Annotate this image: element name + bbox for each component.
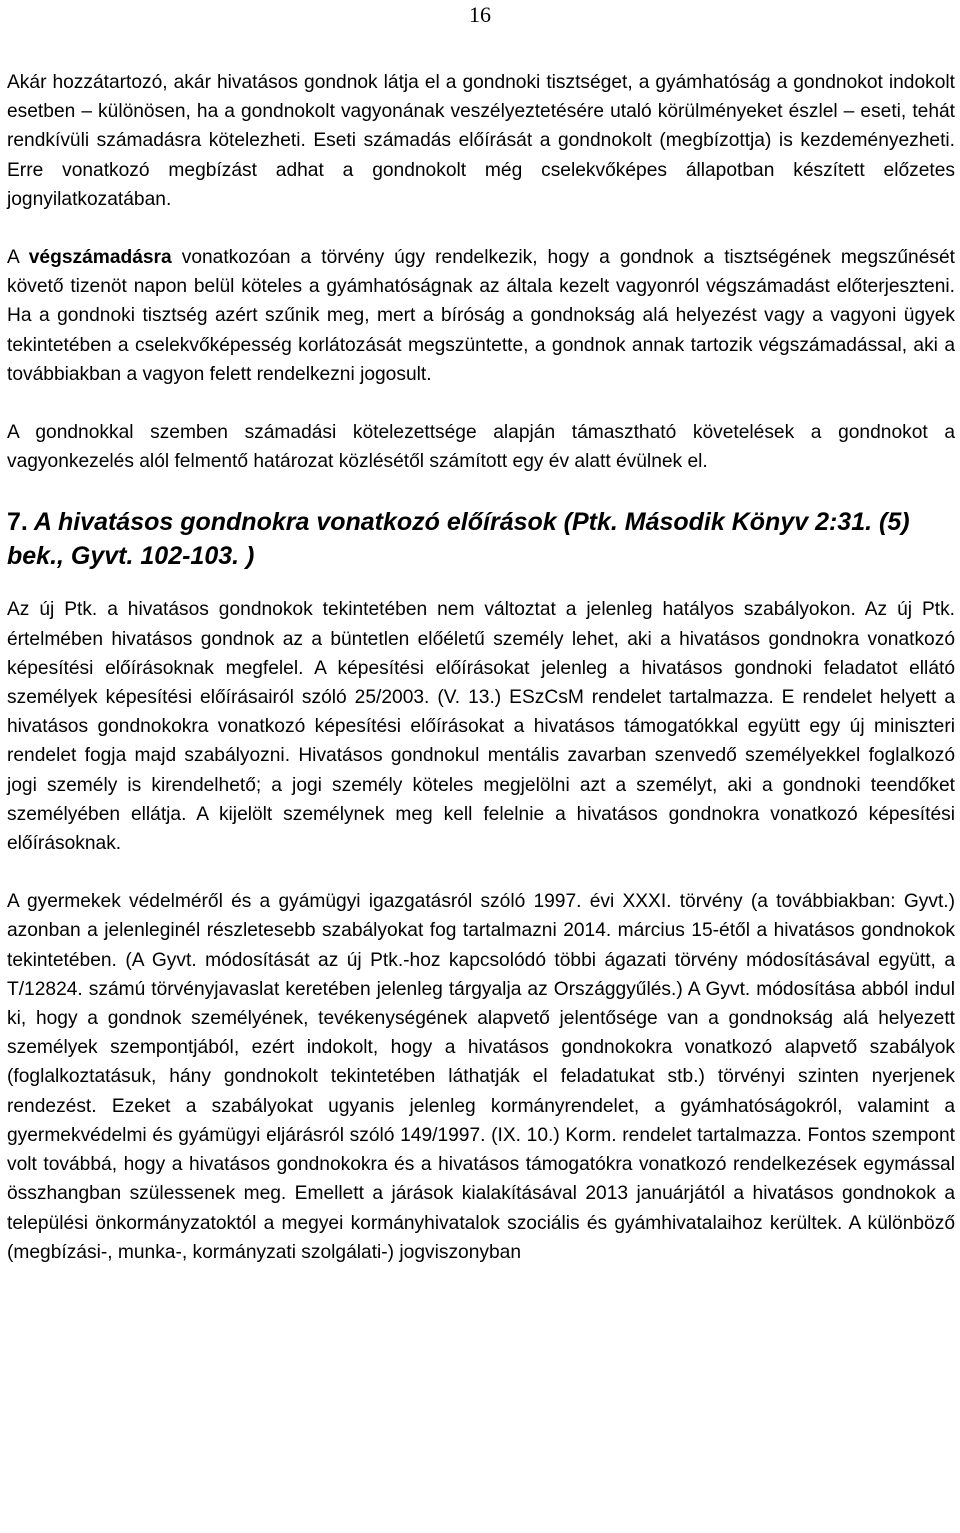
paragraph-new-civil-code: Az új Ptk. a hivatásos gondnokok tekintetében nem változtat a jelenleg hatályos szabályokon. Az új Ptk. értelmében hivatásos gondnok az a büntetlen előéletű személy lehet, aki a hivatásos gondnokra vonatkozó képesítési előírásoknak megfelel. A képesítési előírásokat jelenleg a hivatásos gondnoki feladatot ellátó személyek képesítési előírásairól szóló 25/2003. (V. 13.) ESzCsM rendelet tartalmazza. E rendelet helyett a hivatásos gondnokokra vonatkozó képesítési előírásokat a hivatásos támogatókkal együtt egy új miniszteri rendelet fogja majd szabályozni. Hivatásos gondnokul mentális zavarban szenvedő személyekkel foglalkozó jogi személy is kirendelhető; a jogi személy köteles megjelölni azt a személyt, aki a gondnoki teendőket személyében ellátja. A kijelölt személynek meg kell felelnie a hivatásos gondnokra vonatkozó képesítési előírásoknak. xyxy=(7,599,955,855)
paragraph-limitation: A gondnokkal szemben számadási kötelezettsége alapján támasztható követelések a gondnokot a vagyonkezelés alól felmentő határozat közlésétől számított egy év alatt évülnek el. xyxy=(7,422,955,473)
paragraph-final-accounting xyxy=(7,243,955,389)
section-number: 7. xyxy=(7,508,28,537)
term-vegszamadas: végszámadásra xyxy=(28,247,172,269)
section-title: A hivatásos gondnokra vonatkozó előírások (Ptk. Második Könyv 2:31. (5) bek., Gyvt. 102-103. ) xyxy=(7,508,910,571)
paragraph-final-accounting-intro: A xyxy=(7,247,29,269)
page-number: 16 xyxy=(469,2,491,27)
section-heading xyxy=(7,505,955,573)
paragraph-final-accounting-rest: vonatkozóan a törvény úgy rendelkezik, hogy a gondnok a tisztségének megszűnését követő tizenöt napon belül köteles a gyámhatóságnak az általa kezelt vagyonról végszámadást előterjeszteni. Ha a gondnoki tisztség azért szűnik meg, mert a bíróság a gondnokság alá helyezést vagy a vagyoni ügyek tekintetében a cselekvőképesség korlátozását megszüntette, a gondnok annak tartozik végszámadással, aki a továbbiakban a vagyon felett rendelkezni jogosult. xyxy=(7,247,955,385)
paragraph-gyvt: A gyermekek védelméről és a gyámügyi igazgatásról szóló 1997. évi XXXI. törvény (a továbbiakban: Gyvt.) azonban a jelenleginél részletesebb szabályokat fog tartalmazni 2014. március 15-étől a hivatásos gondnokok tekintetében. (A Gyvt. módosítását az új Ptk.-hoz kapcsolódó többi ágazati törvény módosításával együtt, a T/12824. számú törvényjavaslat keretében jelenleg tárgyalja az Országgyűlés.) A Gyvt. módosítása abból indul ki, hogy a gondnok személyének, tevékenységének alapvető jelentősége van a gondnokság alá helyezett személyek szempontjából, ezért indokolt, hogy a hivatásos gondnokokra vonatkozó alapvető szabályok (foglalkoztatásuk, hány gondnokolt tekintetében láthatják el feladatukat stb.) törvényi szinten nyerjenek rendezést. Ezeket a szabályokat ugyanis jelenleg kormányrendelet, a gyámhatóságokról, valamint a gyermekvédelmi és gyámügyi eljárásról szóló 149/1997. (IX. 10.) Korm. rendelet tartalmazza. Fontos szempont volt továbbá, hogy a hivatásos gondnokokra és a hivatásos támogatókra vonatkozó rendelkezések egymással összhangban szülessenek meg. Emellett a járások kialakításával 2013 januárjától a hivatásos gondnokok a települési önkormányzatoktól a megyei kormányhivatalok szociális és gyámhivatalaihoz kerültek. A különböző (megbízási-, munka-, kormányzati szolgálati-) jogviszonyban xyxy=(7,891,955,1263)
paragraph-extraordinary-accounting: Akár hozzátartozó, akár hivatásos gondnok látja el a gondnoki tisztséget, a gyámhatóság a gondnokot indokolt esetben – különösen, ha a gondnokolt vagyonának veszélyeztetésére utaló körülményeket észlel – eseti, tehát rendkívüli számadásra kötelezheti. Eseti számadás előírását a gondnokolt (megbízottja) is kezdeményezheti. Erre vonatkozó megbízást adhat a gondnokolt még cselekvőképes állapotban készített előzetes jognyilatkozatában. xyxy=(7,72,955,210)
document-body xyxy=(7,68,955,1296)
